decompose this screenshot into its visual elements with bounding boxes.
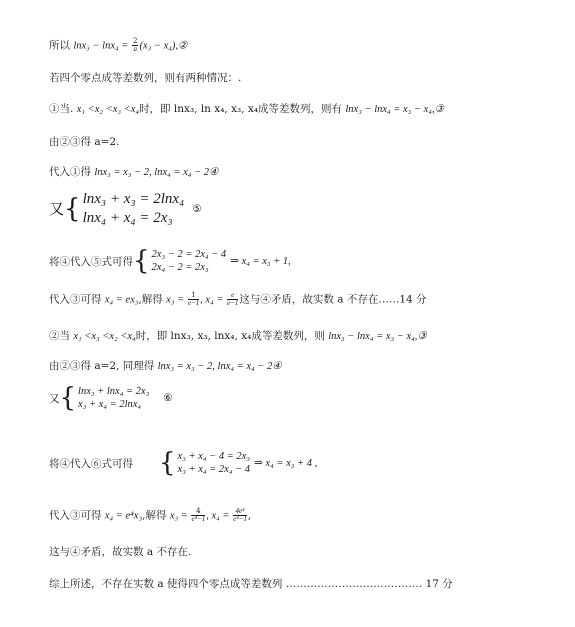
line-3: ①当. x₁ <x₂ <x₃ <x₄时，即 lnx₃, ln x₄, x₃, x₄成等差数列，则有 lnx₃ − lnx₄ = x₃ − x₄,③ bbox=[49, 103, 444, 115]
left-brace: { bbox=[59, 383, 77, 414]
left-brace: { bbox=[159, 448, 176, 479]
line-14: 这与④矛盾，故实数 a 不存在. bbox=[49, 546, 192, 558]
line-1: 所以 lnx₃ − lnx₄ = $\frac{2}{a}$ (x₃ − x₄),② bbox=[49, 37, 188, 53]
equation-system-7: 又 { lnx₃ + lnx₄ = 2x₃ x₃ + x₄ = 2lnx₄ ⑥ bbox=[49, 383, 173, 414]
line-15: 综上所述，不存在实数 a 使得四个零点成等差数列 ………………………………… 17 分 bbox=[49, 578, 453, 590]
left-brace: { bbox=[64, 193, 81, 224]
line-10: 由②③得 a=2, 同理得 lnx₃ = x₃ − 2, lnx₄ = x₄ − 2④ bbox=[49, 360, 282, 372]
equation-system-5: 又 { lnx₃ + x₃ = 2lnx₄ lnx₄ + x₄ = 2x₃ ⑤ bbox=[49, 191, 202, 226]
equation-system-6: 将④代入⑤式可得 { 2x₃ − 2 = 2x₄ − 4 2x₄ − 2 = 2x₃ ⇒ x₄ = x₃ + 1, bbox=[49, 246, 291, 277]
fraction: $\frac{2}{a}$ bbox=[132, 37, 138, 53]
line-13: 代入③可得 x₄ = e⁴x₃,解得 x₃ = $\frac{4}{\text{e⁴−1}}$ , x₄ = $\frac{\text{4e⁴}}{\text{e⁴−1}}$ , bbox=[49, 507, 252, 523]
left-brace: { bbox=[133, 246, 150, 277]
equation-system-8: 将④代入⑥式可得 { x₃ + x₄ − 4 = 2x₃ x₃ + x₄ = 2x₄ − 4 ⇒ x₄ = x₃ + 4 , bbox=[49, 448, 318, 479]
line-9: ②当 x₁ <x₃ <x₂ <x₄时，即 lnx₃, x₃, lnx₄, x₄成等差数列，则 lnx₃ − lnx₄ = x₃ − x₄,③ bbox=[49, 330, 427, 342]
line-2: 若四个零点成等差数列，则有两种情况：. bbox=[49, 72, 242, 84]
line-8: 代入③可得 x₄ = ex₃,解得 x₃ = $\frac{1}{e-1}$ , x₄ = $\frac{e}{e-1}$ 这与④矛盾，故实数 a 不存在……14 分 bbox=[49, 291, 427, 307]
line-5: 代入①得 lnx₃ = x₃ − 2, lnx₄ = x₄ − 2④ bbox=[49, 166, 219, 178]
line-4: 由②③得 a=2. bbox=[49, 136, 120, 148]
